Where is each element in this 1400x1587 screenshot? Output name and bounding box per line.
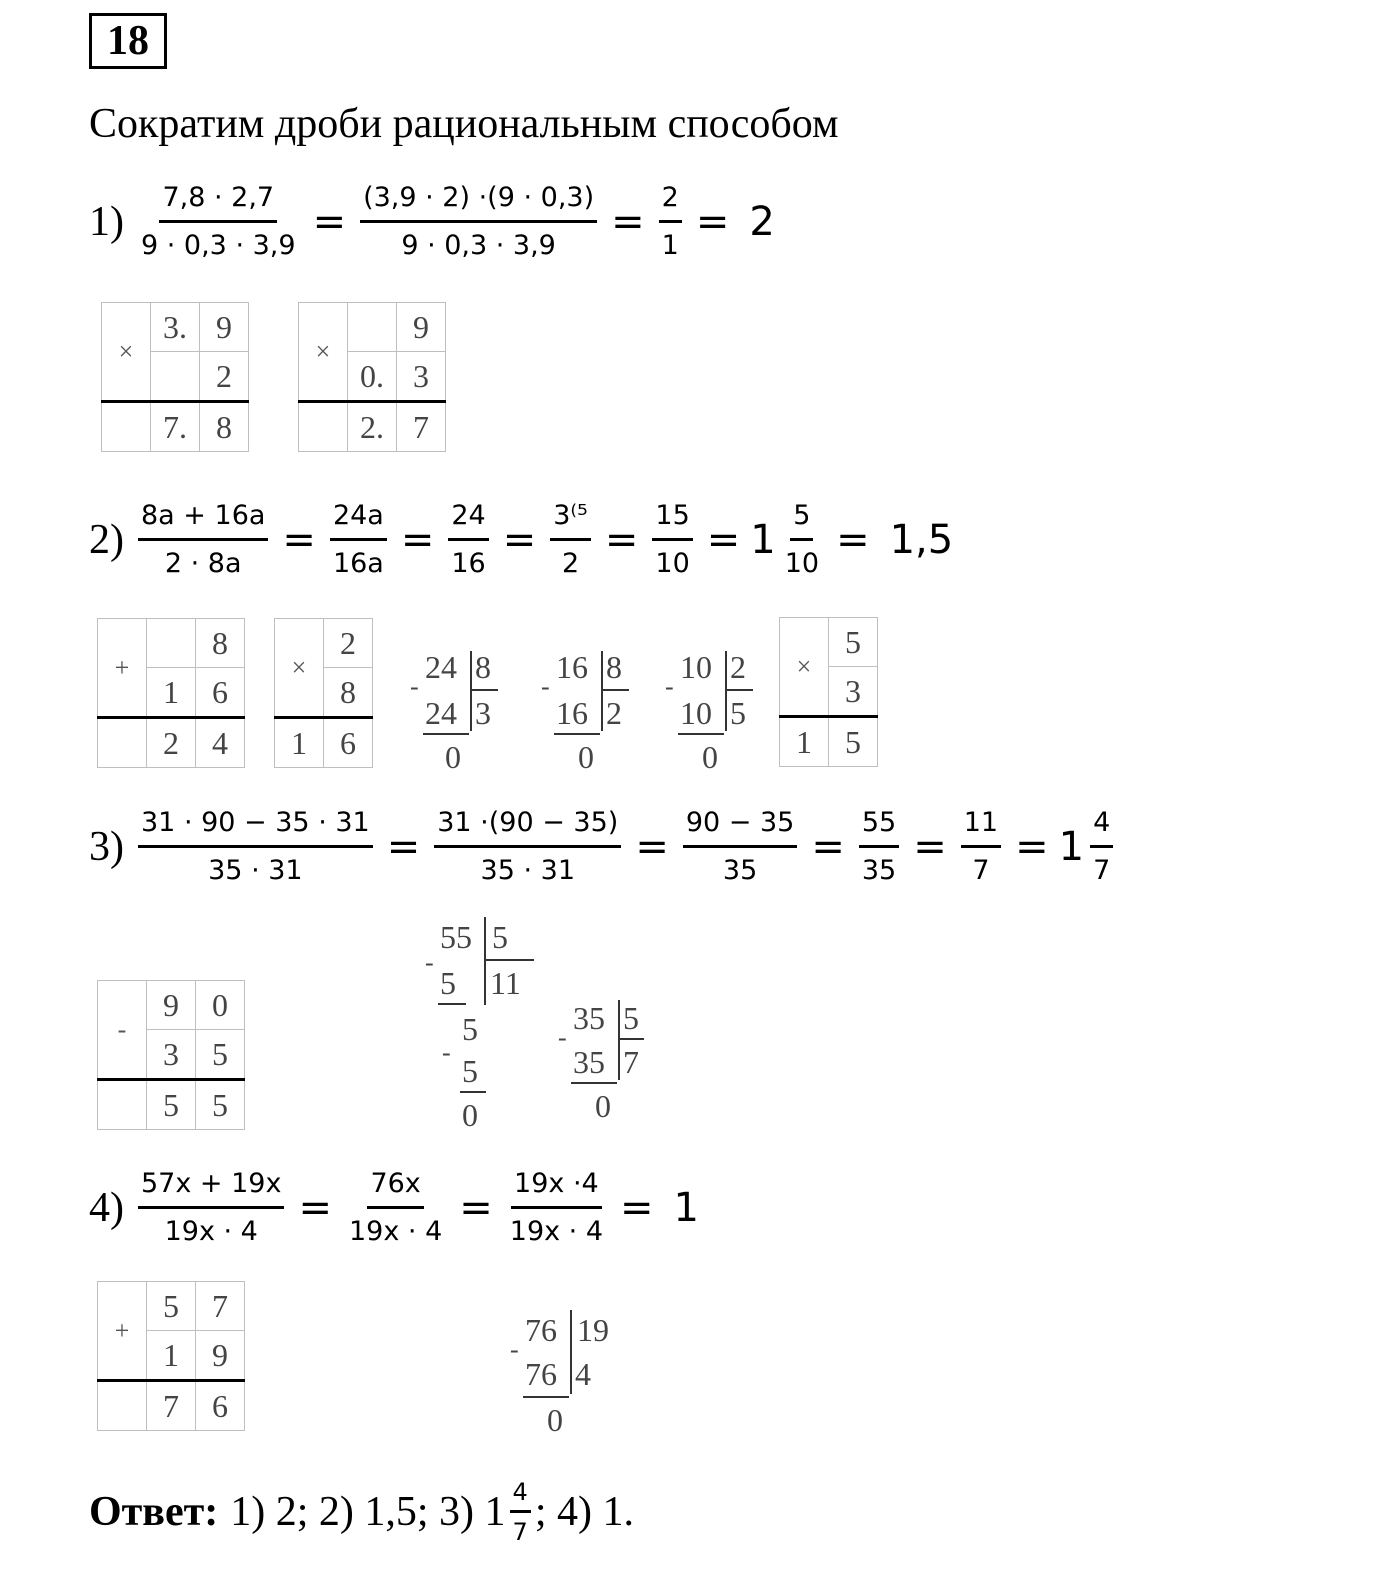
digit-cell: 9 (196, 1331, 245, 1381)
remainder: 0 (445, 739, 461, 775)
minus-sign: - (558, 1023, 567, 1052)
column-multiplication-grid (101, 302, 249, 452)
numerator: 57x + 19x (138, 1166, 284, 1209)
digit-cell: 5 (147, 1080, 196, 1130)
equals-sign: = (635, 824, 669, 870)
digit-cell (102, 402, 151, 452)
long-division (553, 996, 683, 1136)
equals-sign: = (695, 199, 730, 245)
digit-cell: 5 (196, 1030, 245, 1080)
fraction (507, 1166, 606, 1250)
divisor: 8 (475, 649, 491, 685)
division-bar (570, 1310, 572, 1394)
digit-cell: 3 (397, 352, 446, 402)
subtraction-line (554, 733, 600, 735)
dividend: 10 (680, 649, 712, 685)
subtraction-line (438, 1003, 466, 1005)
numerator: 15 (652, 498, 692, 541)
equals-sign: = (400, 517, 435, 563)
fraction (346, 1166, 445, 1250)
answer-text: 1) 2; 2) 1,5; 3) 1 (230, 1489, 506, 1535)
answer-label: Ответ: (89, 1489, 219, 1535)
denominator: 16 (451, 548, 486, 579)
operator-cell: + (98, 619, 147, 718)
digit-cell: 1 (275, 718, 324, 768)
long-division (420, 915, 560, 1135)
divisor-underline (601, 689, 629, 691)
quotient: 2 (606, 695, 622, 731)
digit-cell: 3 (829, 667, 878, 717)
answer-line (89, 1478, 634, 1546)
task-number: 18 (89, 13, 167, 69)
minus-sign: - (510, 1335, 519, 1364)
denominator: 2 · 8a (164, 548, 242, 579)
division-bar (725, 651, 727, 731)
digit-cell: 9 (397, 303, 446, 352)
divisor-underline (725, 689, 753, 691)
digit-cell (151, 352, 200, 402)
divisor: 8 (606, 649, 622, 685)
minus-sign: - (410, 672, 419, 701)
task-heading: Сократим дроби рациональным способом (89, 101, 839, 147)
dividend: 24 (425, 649, 457, 685)
minus-sign: - (442, 1038, 451, 1067)
operator-cell: × (275, 619, 324, 718)
digit-cell: 6 (196, 668, 245, 718)
digit-cell: 2. (348, 402, 397, 452)
denominator: 19x · 4 (164, 1216, 258, 1247)
column-addition-grid (97, 618, 245, 768)
equals-sign: = (298, 1185, 332, 1231)
fraction (448, 498, 488, 582)
fraction (434, 805, 621, 889)
divisor-underline (470, 689, 498, 691)
digit-cell: 7 (196, 1282, 245, 1331)
long-division (536, 645, 666, 785)
numerator: 24a (330, 498, 387, 541)
division-bar (470, 651, 472, 731)
fraction (550, 498, 591, 582)
fraction (138, 498, 268, 582)
denominator: 35 · 31 (208, 855, 303, 886)
long-division (660, 645, 790, 785)
digit-cell: 9 (200, 303, 249, 352)
column-multiplication-grid (779, 617, 878, 767)
remainder: 0 (702, 739, 718, 775)
numerator: 8a + 16a (138, 498, 268, 541)
quotient: 4 (575, 1356, 591, 1392)
digit-cell: 7 (147, 1381, 196, 1431)
equals-sign: = (913, 824, 947, 870)
fraction (138, 805, 373, 889)
long-division (405, 645, 535, 785)
answer-text: ; 4) 1. (534, 1489, 634, 1535)
digit-cell: 2 (200, 352, 249, 402)
mixed-number (750, 498, 826, 582)
subtraction-line (523, 1396, 569, 1398)
division-bar (618, 1000, 620, 1080)
operator-cell: + (98, 1282, 147, 1381)
digit-cell: 8 (324, 668, 373, 718)
equals-sign: = (282, 517, 316, 563)
result-value: 1,5 (889, 517, 954, 563)
subtrahend: 76 (525, 1356, 557, 1392)
equals-sign: = (1015, 824, 1049, 870)
example-label: 4) (89, 1185, 124, 1231)
digit-cell: 5 (829, 717, 878, 767)
column-subtraction-grid (97, 980, 245, 1130)
fraction (138, 180, 299, 264)
intermediate-value: 5 (462, 1011, 478, 1047)
long-division (505, 1308, 645, 1448)
equals-sign: = (386, 824, 421, 870)
denominator: 10 (784, 548, 820, 579)
example-label: 3) (89, 824, 124, 870)
digit-cell: 3 (147, 1030, 196, 1080)
result-value: 2 (749, 199, 775, 245)
digit-cell: 0 (196, 981, 245, 1030)
equals-sign: = (811, 824, 845, 870)
column-multiplication-grid (298, 302, 446, 452)
operator-cell: × (780, 618, 829, 717)
subtraction-line (423, 733, 469, 735)
equals-sign: = (459, 1185, 493, 1231)
example-4 (89, 1166, 709, 1250)
column-multiplication-grid (274, 618, 373, 768)
numerator: 24 (448, 498, 488, 541)
numerator: 76x (367, 1166, 423, 1209)
denominator: 7 (1093, 855, 1111, 886)
fraction (360, 180, 597, 264)
denominator: 10 (655, 548, 690, 579)
subtrahend: 35 (573, 1044, 605, 1080)
fraction (1090, 805, 1113, 889)
denominator: 35 (722, 855, 758, 886)
equals-sign: = (312, 199, 347, 245)
quotient: 7 (623, 1044, 639, 1080)
equals-sign: = (611, 199, 645, 245)
dividend: 35 (573, 1000, 605, 1036)
denominator: 9 · 0,3 · 3,9 (141, 230, 296, 261)
subtraction-line (571, 1082, 617, 1084)
digit-cell: 6 (324, 718, 373, 768)
result-value: 1 (673, 1185, 699, 1231)
denominator: 1 (661, 230, 679, 261)
numerator: 31 ·(90 − 35) (434, 805, 621, 848)
numerator: 5 (790, 498, 813, 541)
subtrahend: 5 (462, 1053, 478, 1089)
minus-sign: - (541, 672, 550, 701)
remainder: 0 (595, 1088, 611, 1124)
division-bar (601, 651, 603, 731)
column-addition-grid (97, 1281, 245, 1431)
operator-cell: × (102, 303, 151, 402)
dividend: 76 (525, 1312, 557, 1348)
denominator: 9 · 0,3 · 3,9 (401, 230, 556, 261)
fraction (652, 498, 692, 582)
digit-cell: 0. (348, 352, 397, 402)
fraction (659, 180, 682, 264)
denominator: 19x · 4 (348, 1216, 443, 1247)
fraction (961, 805, 1001, 889)
quotient: 11 (490, 965, 521, 1001)
digit-cell: 2 (324, 619, 373, 668)
numerator: 55 (859, 805, 899, 848)
divisor: 19 (577, 1312, 609, 1348)
example-3 (89, 805, 1117, 889)
quotient: 5 (730, 695, 746, 731)
digit-cell: 4 (196, 718, 245, 768)
quotient: 3 (475, 695, 491, 731)
digit-cell: 7. (151, 402, 200, 452)
equals-sign: = (502, 517, 537, 563)
equals-sign: = (706, 517, 741, 563)
dividend: 55 (440, 919, 472, 955)
example-label: 2) (89, 517, 124, 563)
equals-sign: = (604, 517, 639, 563)
fraction (683, 805, 798, 889)
equals-sign: = (620, 1185, 654, 1231)
example-1 (89, 180, 785, 264)
fraction (330, 498, 387, 582)
digit-cell (98, 1080, 147, 1130)
operator-cell: - (98, 981, 147, 1080)
digit-cell (147, 619, 196, 668)
denominator: 2 (561, 548, 580, 579)
denominator: 16a (332, 548, 384, 579)
divisor: 2 (730, 649, 746, 685)
fraction (859, 805, 899, 889)
subtraction-line (460, 1091, 486, 1093)
digit-cell (299, 402, 348, 452)
digit-cell: 8 (200, 402, 249, 452)
digit-cell: 8 (196, 619, 245, 668)
denominator: 19x · 4 (509, 1216, 604, 1247)
divisor: 5 (492, 919, 508, 955)
digit-cell: 1 (147, 1331, 196, 1381)
example-2 (89, 498, 963, 582)
whole-part: 1 (750, 517, 776, 563)
subtrahend: 16 (556, 695, 588, 731)
subtrahend: 5 (440, 965, 456, 1001)
divisor-underline (484, 959, 534, 961)
denominator: 35 · 31 (480, 855, 576, 886)
numerator: 19x ·4 (511, 1166, 602, 1209)
digit-cell: 1 (147, 668, 196, 718)
digit-cell: 5 (829, 618, 878, 667)
equals-sign: = (836, 517, 870, 563)
digit-cell: 7 (397, 402, 446, 452)
digit-cell (98, 1381, 147, 1431)
division-bar (484, 917, 486, 1005)
fraction (782, 498, 822, 582)
denominator: 7 (972, 855, 990, 886)
numerator: 31 · 90 − 35 · 31 (138, 805, 373, 848)
digit-cell: 5 (147, 1282, 196, 1331)
denominator: 7 (512, 1518, 528, 1546)
digit-cell: 2 (147, 718, 196, 768)
digit-cell: 9 (147, 981, 196, 1030)
fraction (138, 1166, 284, 1250)
subtrahend: 24 (425, 695, 457, 731)
mixed-number (1059, 805, 1118, 889)
numerator: 4 (1090, 805, 1113, 848)
numerator: 2 (659, 180, 682, 223)
subtrahend: 10 (680, 695, 712, 731)
numerator: 3⁽⁵ (550, 498, 591, 541)
minus-sign: - (665, 672, 674, 701)
numerator: 11 (961, 805, 1001, 848)
remainder: 0 (578, 739, 594, 775)
numerator: (3,9 · 2) ·(9 · 0,3) (360, 180, 597, 223)
digit-cell (348, 303, 397, 352)
fraction (510, 1478, 531, 1546)
digit-cell: 5 (196, 1080, 245, 1130)
digit-cell: 1 (780, 717, 829, 767)
divisor: 5 (623, 1000, 639, 1036)
whole-part: 1 (1058, 824, 1085, 870)
example-label: 1) (89, 199, 124, 245)
remainder: 0 (462, 1097, 478, 1133)
remainder: 0 (547, 1402, 563, 1438)
numerator: 4 (510, 1478, 531, 1513)
digit-cell: 6 (196, 1381, 245, 1431)
digit-cell: 3. (151, 303, 200, 352)
operator-cell: × (299, 303, 348, 402)
numerator: 7,8 · 2,7 (159, 180, 277, 223)
dividend: 16 (556, 649, 588, 685)
subtraction-line (678, 733, 724, 735)
divisor-underline (618, 1038, 644, 1040)
digit-cell (98, 718, 147, 768)
denominator: 35 (861, 855, 897, 886)
minus-sign: - (425, 948, 434, 977)
numerator: 90 − 35 (683, 805, 798, 848)
